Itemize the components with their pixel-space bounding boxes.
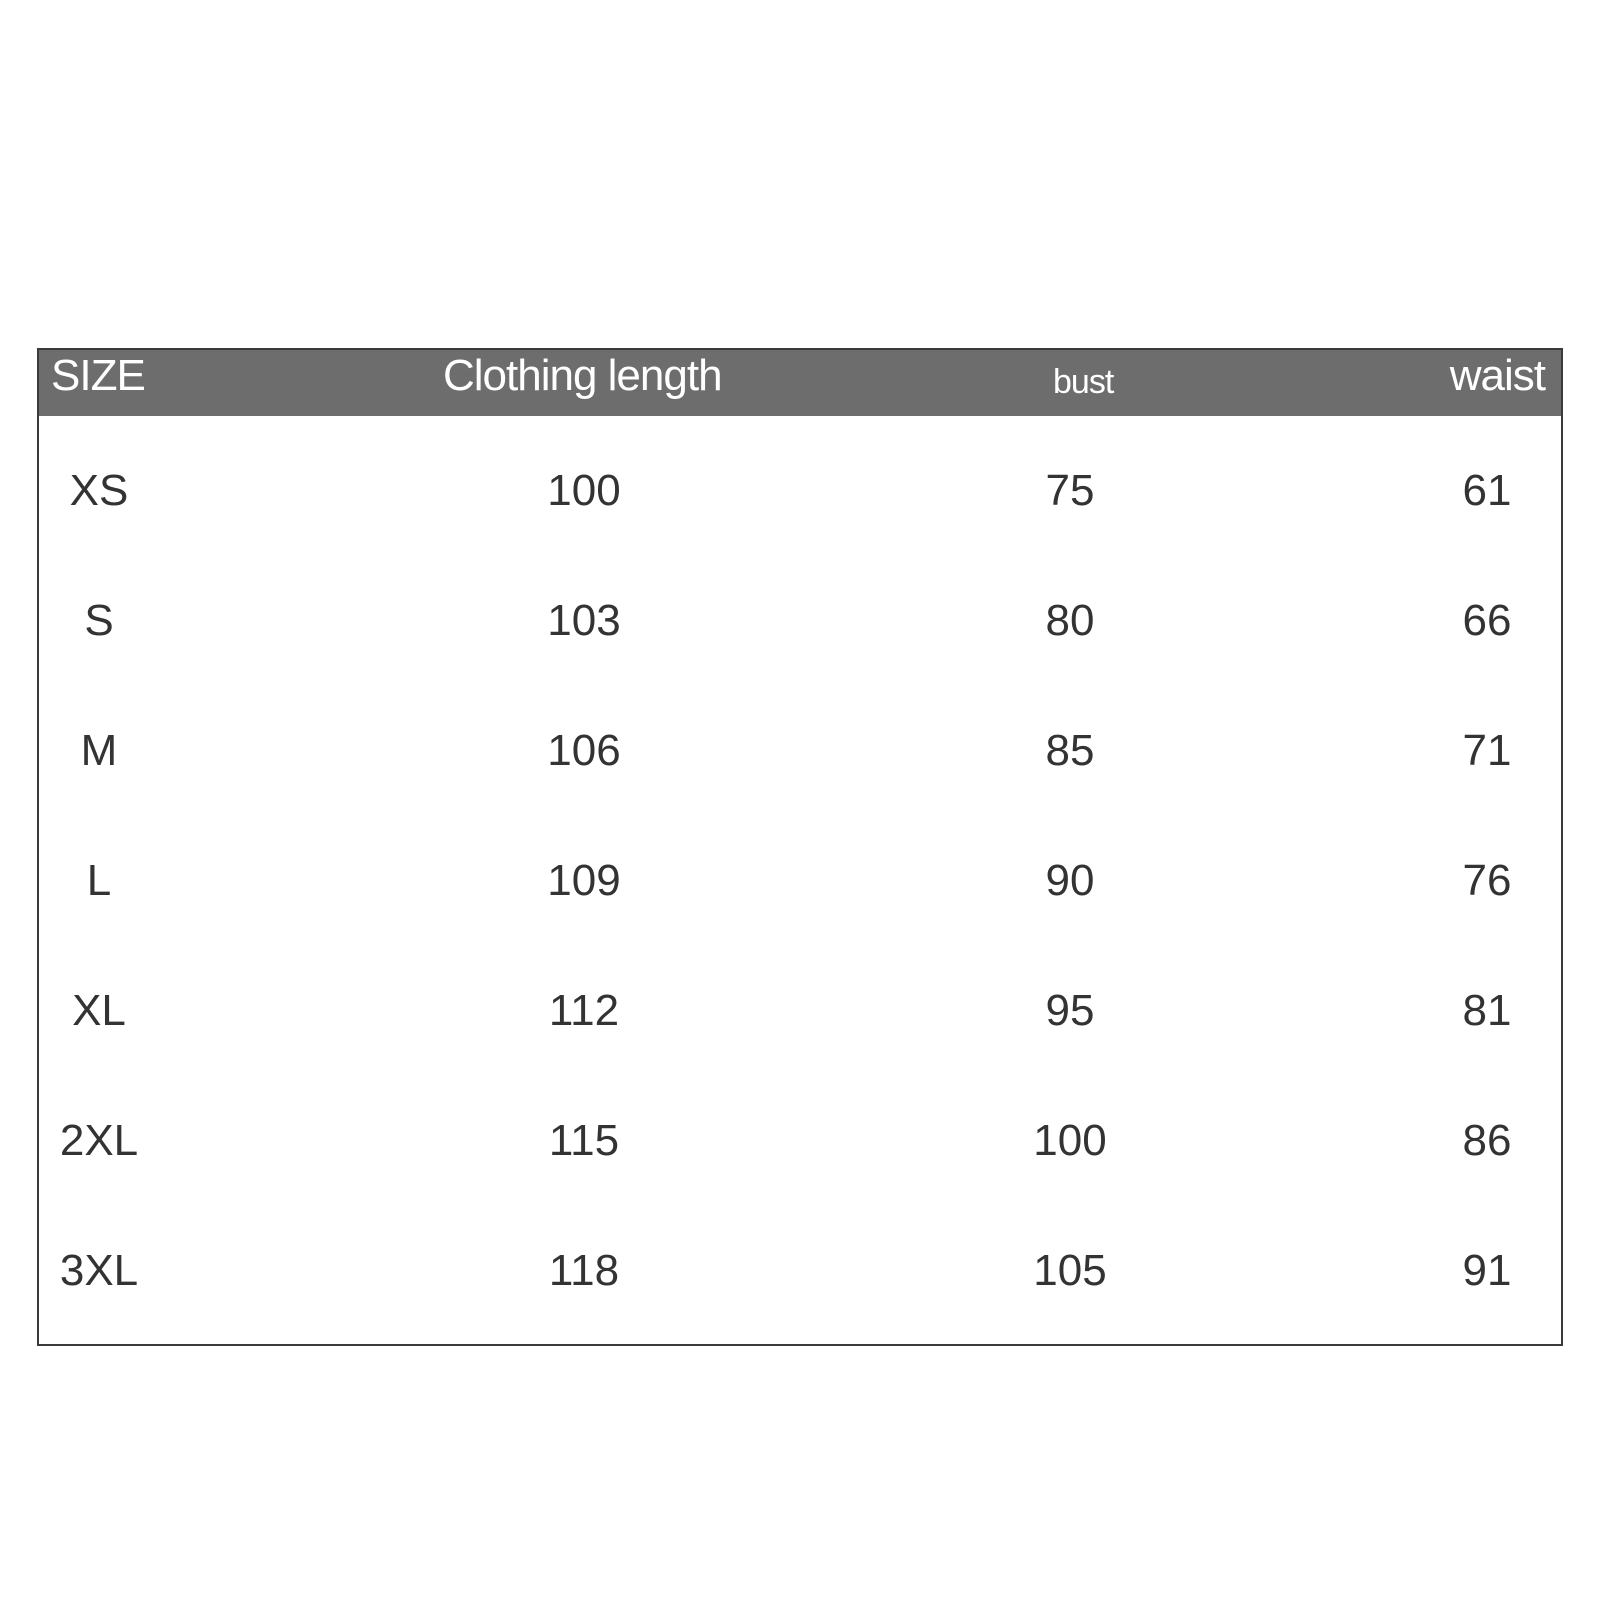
cell-clothing-length: 100: [547, 466, 621, 515]
header-size: SIZE: [51, 351, 145, 400]
cell-waist: 86: [1462, 1116, 1512, 1165]
cell-size: M: [80, 726, 118, 775]
cell-clothing-length: 118: [548, 1246, 620, 1295]
cell-clothing-length: 115: [548, 1116, 620, 1165]
cell-size: XL: [72, 986, 126, 1035]
cell-waist: 66: [1462, 596, 1512, 645]
header-waist: waist: [1449, 351, 1545, 400]
header-clothing-length: Clothing length: [443, 351, 722, 400]
table-row: [39, 816, 1561, 946]
cell-bust: 90: [1045, 856, 1095, 905]
header-bust: bust: [1053, 363, 1114, 401]
cell-bust: 100: [1033, 1116, 1107, 1165]
table-row: [39, 1076, 1561, 1206]
cell-size: 2XL: [59, 1116, 139, 1165]
cell-bust: 80: [1045, 596, 1095, 645]
cell-bust: 105: [1033, 1246, 1107, 1295]
table-row: [39, 426, 1561, 556]
size-chart-table: [37, 348, 1563, 1346]
table-row: [39, 1206, 1561, 1336]
cell-waist: 91: [1462, 1246, 1512, 1295]
cell-bust: 85: [1045, 726, 1095, 775]
table-row: [39, 946, 1561, 1076]
cell-clothing-length: 103: [547, 596, 621, 645]
table-header: [39, 350, 1561, 416]
cell-size: 3XL: [59, 1246, 139, 1295]
cell-size: XS: [69, 466, 129, 515]
table-row: [39, 556, 1561, 686]
cell-waist: 76: [1462, 856, 1512, 905]
cell-waist: 61: [1462, 466, 1512, 515]
cell-size: S: [84, 596, 114, 645]
cell-clothing-length: 112: [548, 986, 620, 1035]
cell-waist: 71: [1462, 726, 1512, 775]
cell-bust: 95: [1045, 986, 1095, 1035]
cell-clothing-length: 109: [547, 856, 621, 905]
cell-bust: 75: [1045, 466, 1095, 515]
table-body: [39, 416, 1561, 1346]
table-row: [39, 686, 1561, 816]
cell-size: L: [86, 856, 112, 905]
cell-waist: 81: [1462, 986, 1512, 1035]
cell-clothing-length: 106: [547, 726, 621, 775]
